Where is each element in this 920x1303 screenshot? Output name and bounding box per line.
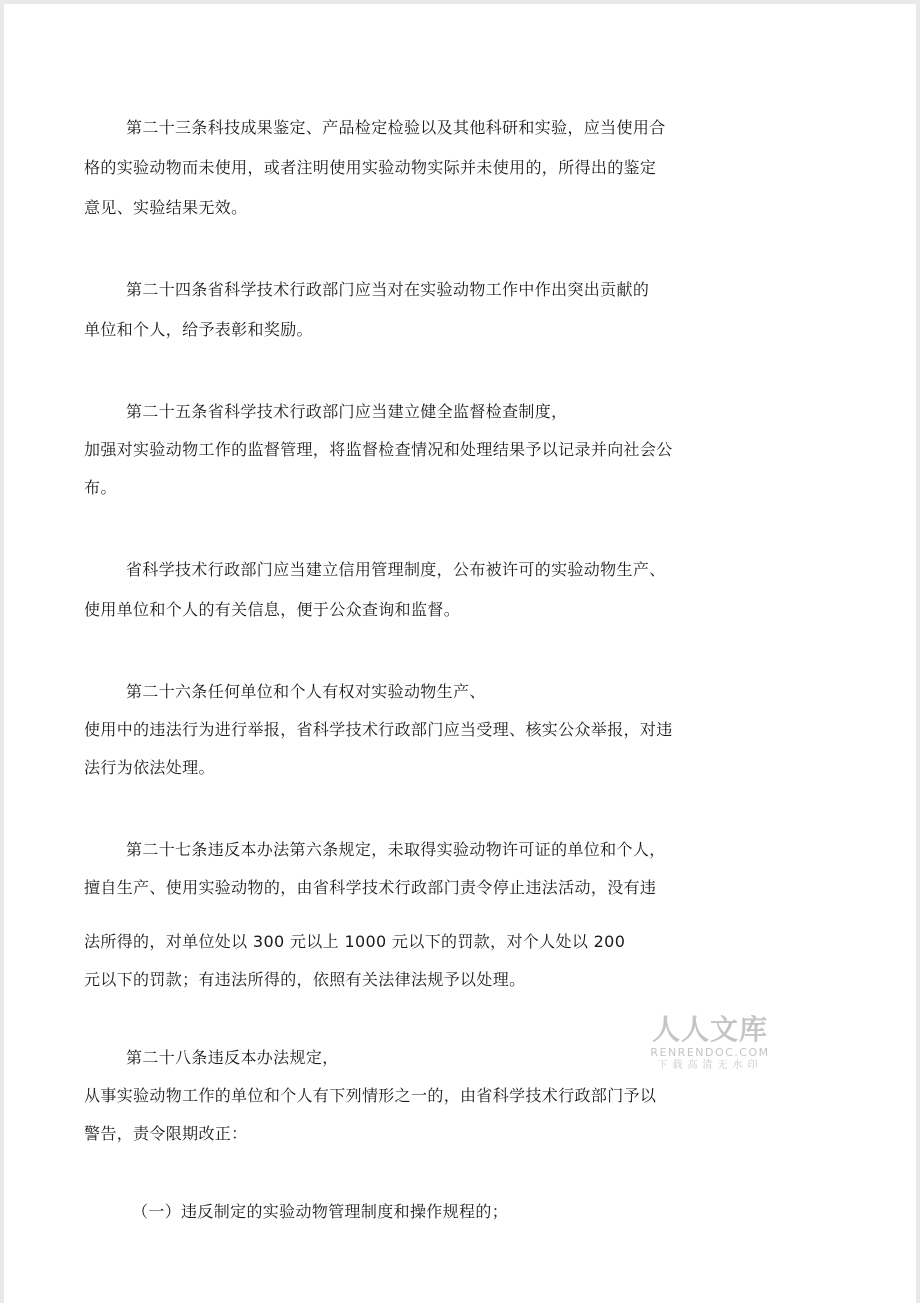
text-line: 单位和个人，给予表彰和奖励。	[84, 320, 313, 339]
text-line: 第二十六条任何单位和个人有权对实验动物生产、	[126, 682, 486, 701]
text-line: 第二十八条违反本办法规定，	[126, 1048, 339, 1067]
text-line: 格的实验动物而未使用，或者注明使用实验动物实际并未使用的，所得出的鉴定	[84, 158, 657, 177]
text-line: 警告，责令限期改正：	[84, 1124, 248, 1143]
text-line: 从事实验动物工作的单位和个人有下列情形之一的，由省科学技术行政部门予以	[84, 1086, 657, 1105]
list-item: （一）违反制定的实验动物管理制度和操作规程的；	[132, 1202, 509, 1221]
text-line: 第二十三条科技成果鉴定、产品检定检验以及其他科研和实验，应当使用合	[126, 118, 666, 137]
text-line: 加强对实验动物工作的监督管理，将监督检查情况和处理结果予以记录并向社会公	[84, 440, 673, 459]
text-line: 省科学技术行政部门应当建立信用管理制度，公布被许可的实验动物生产、	[126, 560, 666, 579]
watermark-url: RENRENDOC.COM	[650, 1046, 770, 1059]
text-line: 使用单位和个人的有关信息，便于公众查询和监督。	[84, 600, 461, 619]
watermark-title: 人人文库	[651, 1013, 768, 1046]
text-line: 布。	[84, 478, 117, 497]
watermark-subtitle: 下载高清无水印	[657, 1060, 763, 1071]
watermark-logo	[640, 1014, 780, 1072]
document-page	[4, 4, 916, 1303]
text-line: 第二十四条省科学技术行政部门应当对在实验动物工作中作出突出贡献的	[126, 280, 650, 299]
text-line: 第二十五条省科学技术行政部门应当建立健全监督检查制度，	[126, 402, 568, 421]
text-line: 元以下的罚款；有违法所得的，依照有关法律法规予以处理。	[84, 970, 526, 989]
text-line: 意见、实验结果无效。	[84, 198, 248, 217]
text-line: 使用中的违法行为进行举报，省科学技术行政部门应当受理、核实公众举报，对违	[84, 720, 673, 739]
text-line: 法所得的，对单位处以 300 元以上 1000 元以下的罚款，对个人处以 200	[84, 932, 626, 951]
text-line: 法行为依法处理。	[84, 758, 215, 777]
text-line: 第二十七条违反本办法第六条规定，未取得实验动物许可证的单位和个人，	[126, 840, 666, 859]
text-line: 擅自生产、使用实验动物的，由省科学技术行政部门责令停止违法活动，没有违	[84, 878, 657, 897]
